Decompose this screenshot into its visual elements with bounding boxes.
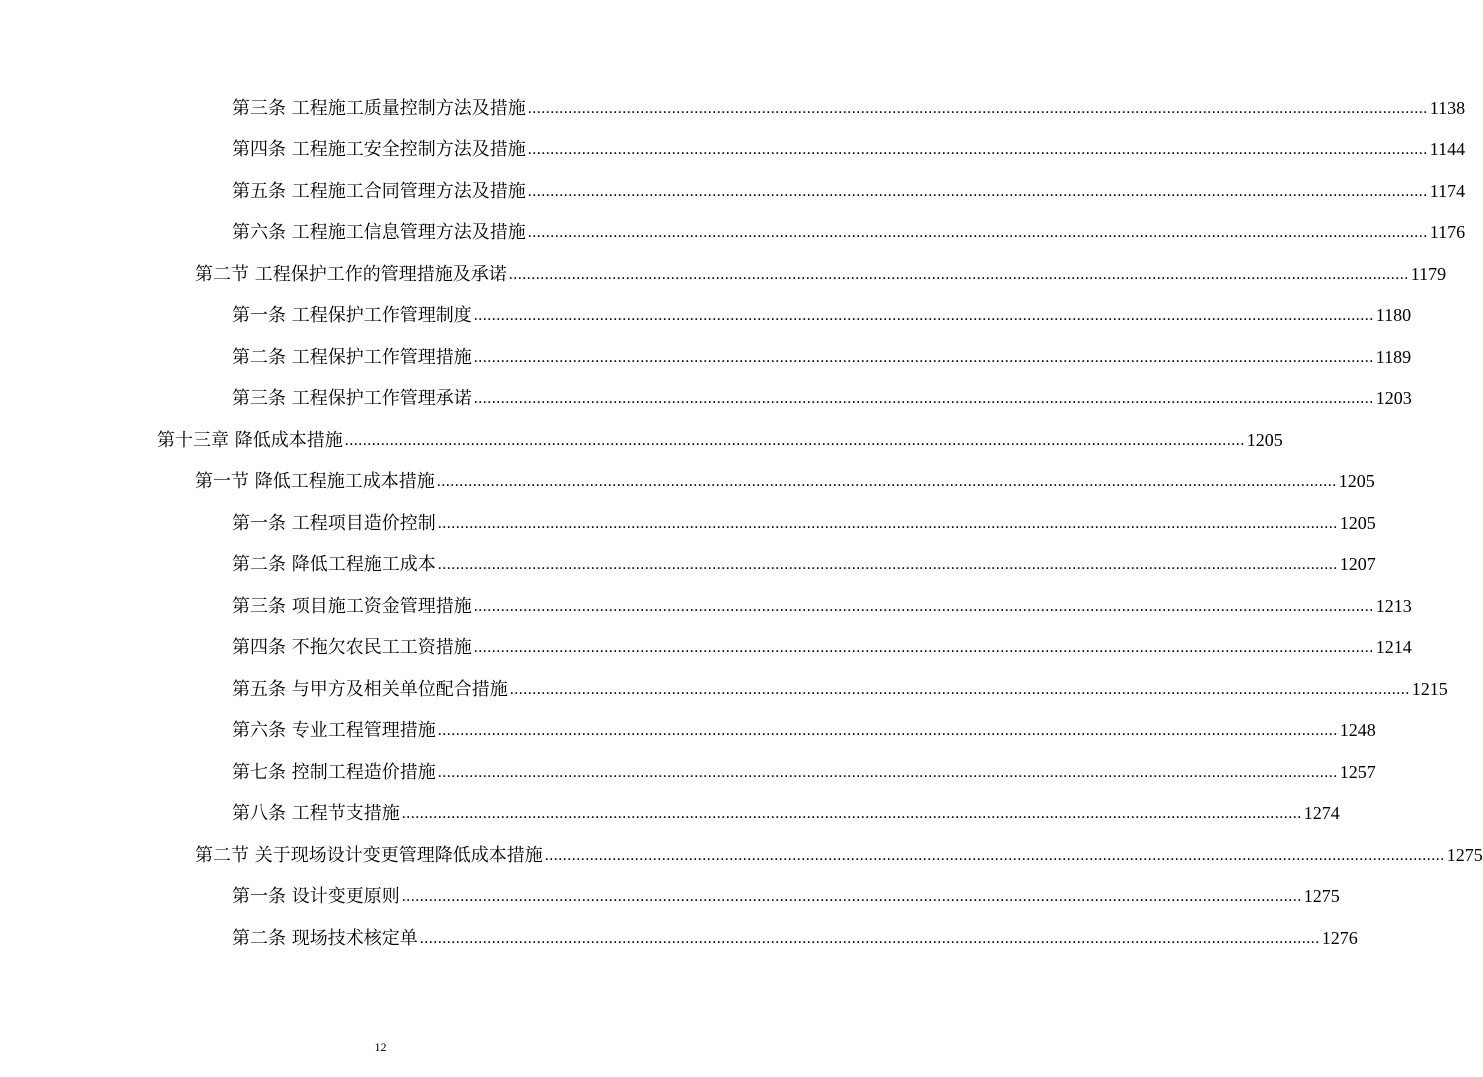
toc-entry-page: 1205 [1246, 429, 1283, 450]
toc-entry-page: 1138 [1429, 97, 1466, 118]
toc-entry[interactable] [0, 296, 1412, 338]
toc-entry-page: 1144 [1429, 139, 1466, 159]
toc-entry-label: 第二条 工程保护工作管理措施 [232, 346, 472, 368]
toc-entry-page: 1257 [1339, 761, 1376, 782]
toc-entry-label: 第二节 工程保护工作的管理措施及承诺 [195, 263, 507, 285]
toc-dot-leader: ........................................................................................................................................................................................................ [436, 473, 1337, 490]
toc-entry[interactable] [0, 918, 1358, 960]
toc-dot-leader: ........................................................................................................................................................................................................ [473, 348, 1374, 366]
toc-entry[interactable] [0, 835, 1483, 877]
toc-dot-leader: ........................................................................................................................................................................................................ [437, 556, 1338, 573]
toc-entry-page: 1189 [1375, 346, 1412, 367]
toc-entry[interactable] [0, 752, 1376, 794]
toc-entry[interactable] [0, 669, 1448, 711]
toc-entry-page: 1276 [1321, 927, 1358, 948]
toc-dot-leader: ........................................................................................................................................................................................................ [527, 224, 1428, 241]
toc-dot-leader: ........................................................................................................................................................................................................ [401, 888, 1302, 905]
toc-entry-page: 1248 [1339, 720, 1376, 740]
toc-entry-label: 第二节 关于现场设计变更管理降低成本措施 [195, 844, 543, 866]
toc-dot-leader: ........................................................................................................................................................................................................ [437, 514, 1338, 532]
toc-entry-label: 第六条 专业工程管理措施 [232, 720, 436, 741]
toc-dot-leader: ........................................................................................................................................................................................................ [473, 639, 1374, 656]
toc-entry-page: 1205 [1339, 512, 1376, 533]
toc-dot-leader: ........................................................................................................................................................................................................ [437, 722, 1338, 739]
toc-entry-label: 第一条 工程项目造价控制 [232, 512, 436, 534]
toc-dot-leader: ........................................................................................................................................................................................................ [544, 846, 1445, 864]
toc-entry-label: 第十三章 降低成本措施 [157, 429, 343, 451]
toc-entry[interactable] [0, 337, 1412, 379]
toc-entry[interactable] [0, 130, 1466, 172]
toc-entry-label: 第三条 项目施工资金管理措施 [232, 595, 472, 617]
toc-entry[interactable] [0, 420, 1283, 462]
toc-dot-leader: ........................................................................................................................................................................................................ [509, 680, 1410, 698]
toc-entry-label: 第五条 工程施工合同管理方法及措施 [232, 180, 526, 202]
toc-entry[interactable] [0, 711, 1376, 753]
page-number: 12 [374, 1040, 387, 1054]
toc-dot-leader: ........................................................................................................................................................................................................ [437, 763, 1338, 781]
toc-entry-page: 1274 [1303, 803, 1340, 823]
toc-dot-leader: ........................................................................................................................................................................................................ [473, 390, 1374, 407]
toc-dot-leader: ........................................................................................................................................................................................................ [419, 929, 1320, 947]
toc-entry-page: 1179 [1410, 263, 1447, 284]
toc-entry[interactable] [0, 379, 1412, 421]
toc-entry-label: 第一节 降低工程施工成本措施 [195, 471, 435, 492]
toc-entry-label: 第八条 工程节支措施 [232, 803, 400, 824]
toc-entry-label: 第二条 现场技术核定单 [232, 927, 418, 949]
toc-entry-label: 第五条 与甲方及相关单位配合措施 [232, 678, 508, 700]
toc-dot-leader: ........................................................................................................................................................................................................ [401, 805, 1302, 822]
toc-entry-page: 1207 [1339, 554, 1376, 574]
toc-entry-page: 1180 [1375, 305, 1412, 325]
toc-entry-label: 第三条 工程保护工作管理承诺 [232, 388, 472, 409]
toc-entry-page: 1275 [1303, 886, 1340, 906]
toc-entry-page: 1213 [1375, 595, 1412, 616]
toc-dot-leader: ........................................................................................................................................................................................................ [344, 431, 1245, 449]
toc-entry-label: 第七条 控制工程造价措施 [232, 761, 436, 783]
toc-entry-page: 1174 [1429, 180, 1466, 201]
toc-entry[interactable] [0, 628, 1412, 670]
table-of-contents [0, 88, 1483, 960]
toc-entry-label: 第一条 设计变更原则 [232, 886, 400, 907]
toc-dot-leader: ........................................................................................................................................................................................................ [527, 182, 1428, 200]
toc-entry-label: 第四条 工程施工安全控制方法及措施 [232, 139, 526, 160]
toc-entry[interactable] [0, 586, 1412, 628]
toc-entry-page: 1215 [1411, 678, 1448, 699]
toc-entry[interactable] [0, 254, 1447, 296]
toc-dot-leader: ........................................................................................................................................................................................................ [527, 99, 1428, 117]
toc-entry[interactable] [0, 877, 1340, 919]
toc-entry-page: 1203 [1375, 388, 1412, 408]
toc-entry-label: 第二条 降低工程施工成本 [232, 554, 436, 575]
toc-entry-page: 1205 [1338, 471, 1375, 491]
toc-dot-leader: ........................................................................................................................................................................................................ [473, 597, 1374, 615]
toc-entry[interactable] [0, 545, 1376, 587]
toc-entry-label: 第三条 工程施工质量控制方法及措施 [232, 97, 526, 119]
toc-entry-page: 1176 [1429, 222, 1466, 242]
toc-entry[interactable] [0, 171, 1466, 213]
toc-dot-leader: ........................................................................................................................................................................................................ [508, 265, 1409, 283]
toc-entry[interactable] [0, 88, 1466, 130]
toc-entry[interactable] [0, 462, 1375, 504]
toc-entry[interactable] [0, 503, 1376, 545]
toc-entry-label: 第四条 不拖欠农民工工资措施 [232, 637, 472, 658]
toc-entry-page: 1275 [1446, 844, 1483, 865]
toc-entry[interactable] [0, 213, 1466, 255]
toc-entry[interactable] [0, 794, 1340, 836]
toc-entry-label: 第一条 工程保护工作管理制度 [232, 305, 472, 326]
toc-dot-leader: ........................................................................................................................................................................................................ [473, 307, 1374, 324]
toc-entry-label: 第六条 工程施工信息管理方法及措施 [232, 222, 526, 243]
toc-entry-page: 1214 [1375, 637, 1412, 657]
toc-dot-leader: ........................................................................................................................................................................................................ [527, 141, 1428, 158]
